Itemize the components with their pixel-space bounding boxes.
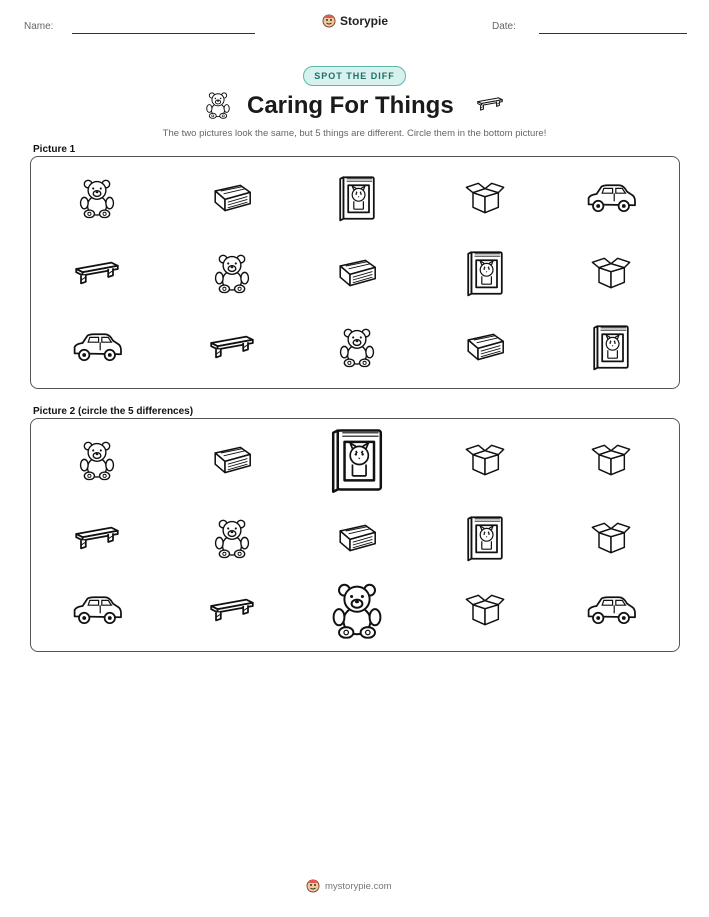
shelf-icon [73,259,121,287]
picture1-item-tiger-book [465,249,505,297]
storypie-logo-icon [306,879,320,893]
tiger-book-icon [465,249,505,297]
picture2-item-brick[interactable] [336,522,378,554]
picture1-item-car [585,182,637,214]
picture1-item-brick [464,331,506,363]
teddy-bear-icon [78,176,116,220]
picture1-item-tiger-book [337,174,377,222]
tiger-book-icon [591,323,631,371]
shelf-icon [208,333,256,361]
car-icon [71,594,123,626]
box-icon [591,520,631,556]
picture2-item-teddy-bear[interactable] [330,577,384,643]
picture1-item-box [591,255,631,291]
car-icon [585,182,637,214]
box-icon [465,592,505,628]
picture2-item-box[interactable] [591,520,631,556]
teddy-bear-icon [338,325,376,369]
picture2-item-car[interactable] [71,594,123,626]
picture1-item-shelf [73,259,121,287]
brick-icon [464,331,506,363]
brick-icon [211,444,253,476]
picture2-item-box[interactable] [465,592,505,628]
teddy-bear-icon [330,577,384,643]
page-title: Caring For Things [247,92,454,119]
footer-site: mystorypie.com [325,880,392,892]
picture1-item-brick [211,182,253,214]
box-icon [465,180,505,216]
picture-1-label: Picture 1 [33,144,76,155]
picture2-item-box[interactable] [591,442,631,478]
picture-2-label: Picture 2 (circle the 5 differences) [33,406,194,417]
spot-the-diff-badge: SPOT THE DIFF [303,66,406,86]
car-icon [585,594,637,626]
shelf-icon [208,596,256,624]
brick-icon [336,257,378,289]
picture2-item-tiger-book[interactable] [326,426,388,494]
picture1-item-brick [336,257,378,289]
picture1-item-tiger-book [591,323,631,371]
picture2-item-teddy-bear[interactable] [213,516,251,560]
picture2-item-tiger-book[interactable] [465,514,505,562]
picture2-item-shelf[interactable] [208,596,256,624]
picture2-item-box[interactable] [465,442,505,478]
instructions: The two pictures look the same, but 5 things are different. Circle them in the bottom picture! [162,128,547,139]
picture1-item-shelf [208,333,256,361]
brick-icon [211,182,253,214]
brand-name: Storypie [340,14,389,28]
picture2-item-shelf[interactable] [73,524,121,552]
picture2-item-brick[interactable] [211,444,253,476]
picture1-item-teddy-bear [338,325,376,369]
teddy-bear-icon [213,251,251,295]
box-icon [591,442,631,478]
shelf-icon [73,524,121,552]
tiger-book-icon [337,174,377,222]
tiger-book-icon [326,426,388,494]
picture2-item-car[interactable] [585,594,637,626]
date-label: Date: [492,21,516,32]
box-icon [465,442,505,478]
picture2-item-teddy-bear[interactable] [78,438,116,482]
name-label: Name: [24,21,54,32]
teddy-bear-icon [213,516,251,560]
footer [306,879,392,893]
brick-icon [336,522,378,554]
box-icon [591,255,631,291]
teddy-bear-icon [78,438,116,482]
picture1-item-car [71,331,123,363]
tiger-book-icon [465,514,505,562]
car-icon [71,331,123,363]
picture1-item-box [465,180,505,216]
picture1-item-teddy-bear [78,176,116,220]
picture1-item-teddy-bear [213,251,251,295]
